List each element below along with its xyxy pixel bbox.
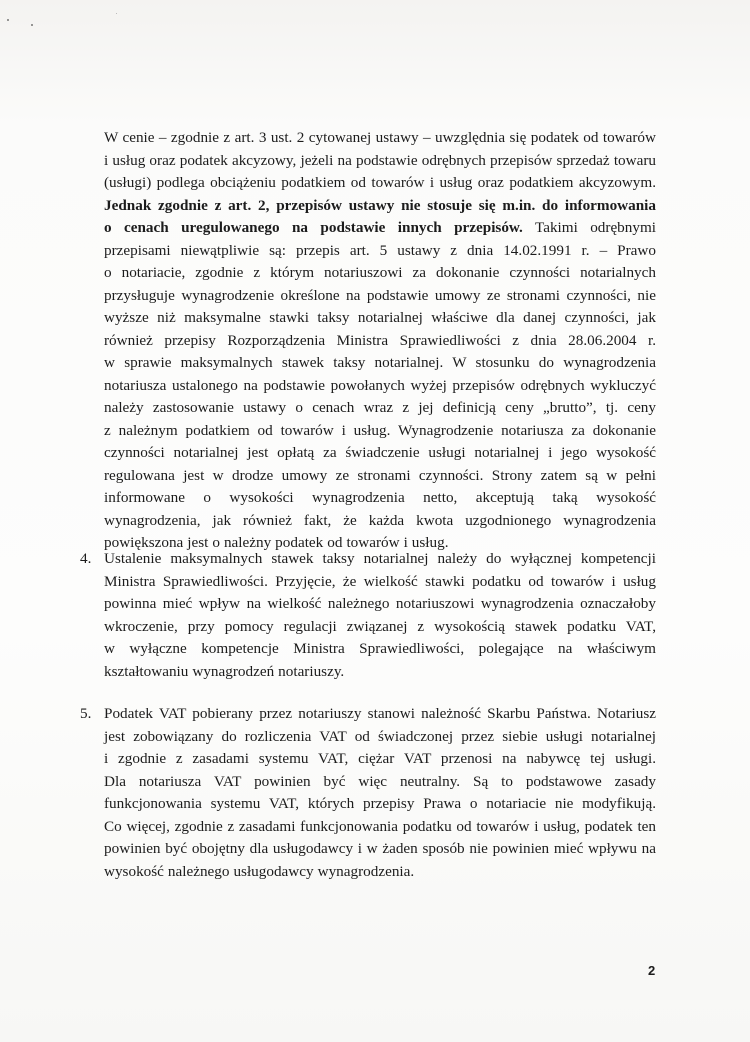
list-item-4	[104, 548, 656, 683]
text-line: powiększona jest o należny podatek od towarów i usług.	[104, 534, 449, 551]
page-number: 2	[648, 963, 656, 978]
bold-text-fragment: o cenach uregulowanego na podstawie innych przepisów.	[104, 219, 523, 236]
text-line: W cenie – zgodnie z art. 3 ust. 2 cytowanej ustawy – uwzględnia się podatek od towarów	[104, 129, 656, 146]
text-line: informowane o wysokości wynagrodzenia netto, akceptują taką wysokość	[104, 489, 656, 506]
text-line: w wyłączne kompetencje Ministra Sprawiedliwości, polegające na właściwym	[104, 640, 656, 657]
text-line: wysokość należnego usługodawcy wynagrodzenia.	[104, 862, 415, 880]
text-line: wkroczenie, przy pomocy regulacji związanej z wysokością stawek podatku VAT,	[104, 617, 656, 635]
text-line: Ministra Sprawiedliwości. Przyjęcie, że wielkość stawki podatku od towarów i usług	[104, 572, 656, 590]
text-line: Podatek VAT pobierany przez notariuszy stanowi należność Skarbu Państwa. Notariusz	[104, 705, 656, 722]
text-line: o notariacie, zgodnie z którym notariuszowi za dokonanie czynności notarialnych	[104, 264, 656, 281]
text-line: również przepisy Rozporządzenia Ministra Sprawiedliwości z dnia 28.06.2004 r.	[104, 331, 656, 349]
list-item-5	[104, 703, 656, 883]
text-line: i zgodnie z zasadami systemu VAT, ciężar VAT przenosi na nabywcę tej usługi.	[104, 750, 656, 767]
text-line: regulowana jest w drodze umowy ze stronami czynności. Strony zatem są w pełni	[104, 466, 656, 484]
text-line: w sprawie maksymalnych stawek taksy notarialnej. W stosunku do wynagrodzenia	[104, 354, 656, 371]
text-line: powinien być obojętny dla usługodawcy i w żaden sposób nie powinien mieć wpływu na	[104, 840, 656, 857]
text-line: notariusza ustalonego na podstawie powołanych wyżej przepisów odrębnych wykluczyć	[104, 376, 656, 394]
bold-text-line: Jednak zgodnie z art. 2, przepisów ustawy nie stosuje się m.in. do informowania	[104, 196, 656, 214]
list-item-number: 4.	[80, 550, 92, 567]
text-line: (usługi) podlega obciążeniu podatkiem od towarów i usług oraz podatkiem akcyzowym.	[104, 174, 656, 191]
mixed-text-line	[104, 217, 656, 240]
list-item-number: 5.	[80, 705, 92, 722]
text-fragment: Takimi odrębnymi	[522, 219, 656, 236]
text-line: Co więcej, zgodnie z zasadami funkcjonowania podatku od towarów i usług, podatek ten	[104, 817, 656, 835]
text-line: kształtowaniu wynagrodzeń notariuszy.	[104, 662, 345, 680]
text-line: należy zastosowanie ustawy o cenach wraz z jej definicją ceny „brutto”, tj. ceny	[104, 399, 656, 416]
text-line: wynagrodzenia, jak również fakt, że każda kwota uzgodnionego wynagrodzenia	[104, 511, 656, 529]
text-line: funkcjonowania systemu VAT, których przepisy Prawa o notariacie nie modyfikują.	[104, 795, 656, 812]
text-line: wyższe niż maksymalne stawki taksy notarialnej właściwe dla danej czynności, jak	[104, 309, 656, 326]
text-line: powinna mieć wpływ na wielkość należnego notariuszowi wynagrodzenia oznaczałoby	[104, 595, 656, 612]
text-line: Dla notariusza VAT powinien być więc neutralny. Są to podstawowe zasady	[104, 772, 656, 790]
scan-speck	[7, 19, 9, 21]
text-line: i usług oraz podatek akcyzowy, jeżeli na podstawie odrębnych przepisów sprzedaż towaru	[104, 151, 656, 169]
text-line: przepisami niewątpliwie są: przepis art. 5 ustawy z dnia 14.02.1991 r. – Prawo	[104, 241, 656, 259]
text-line: czynności notarialnej jest opłatą za świadczenie usługi notarialnej i jego wysokość	[104, 444, 656, 461]
paragraph-price-definition	[104, 127, 656, 555]
text-line: przysługuje wynagrodzenie określone na podstawie umowy ze stronami czynności, nie	[104, 286, 656, 304]
text-line: Ustalenie maksymalnych stawek taksy notarialnej należy do wyłącznej kompetencji	[104, 550, 656, 567]
scan-speck	[116, 13, 117, 14]
text-line: jest zobowiązany do rozliczenia VAT od świadczonej przez siebie usługi notarialnej	[104, 727, 656, 745]
text-line: z należnym podatkiem od towarów i usług. Wynagrodzenie notariusza za dokonanie	[104, 421, 656, 439]
scan-speck	[31, 24, 33, 26]
